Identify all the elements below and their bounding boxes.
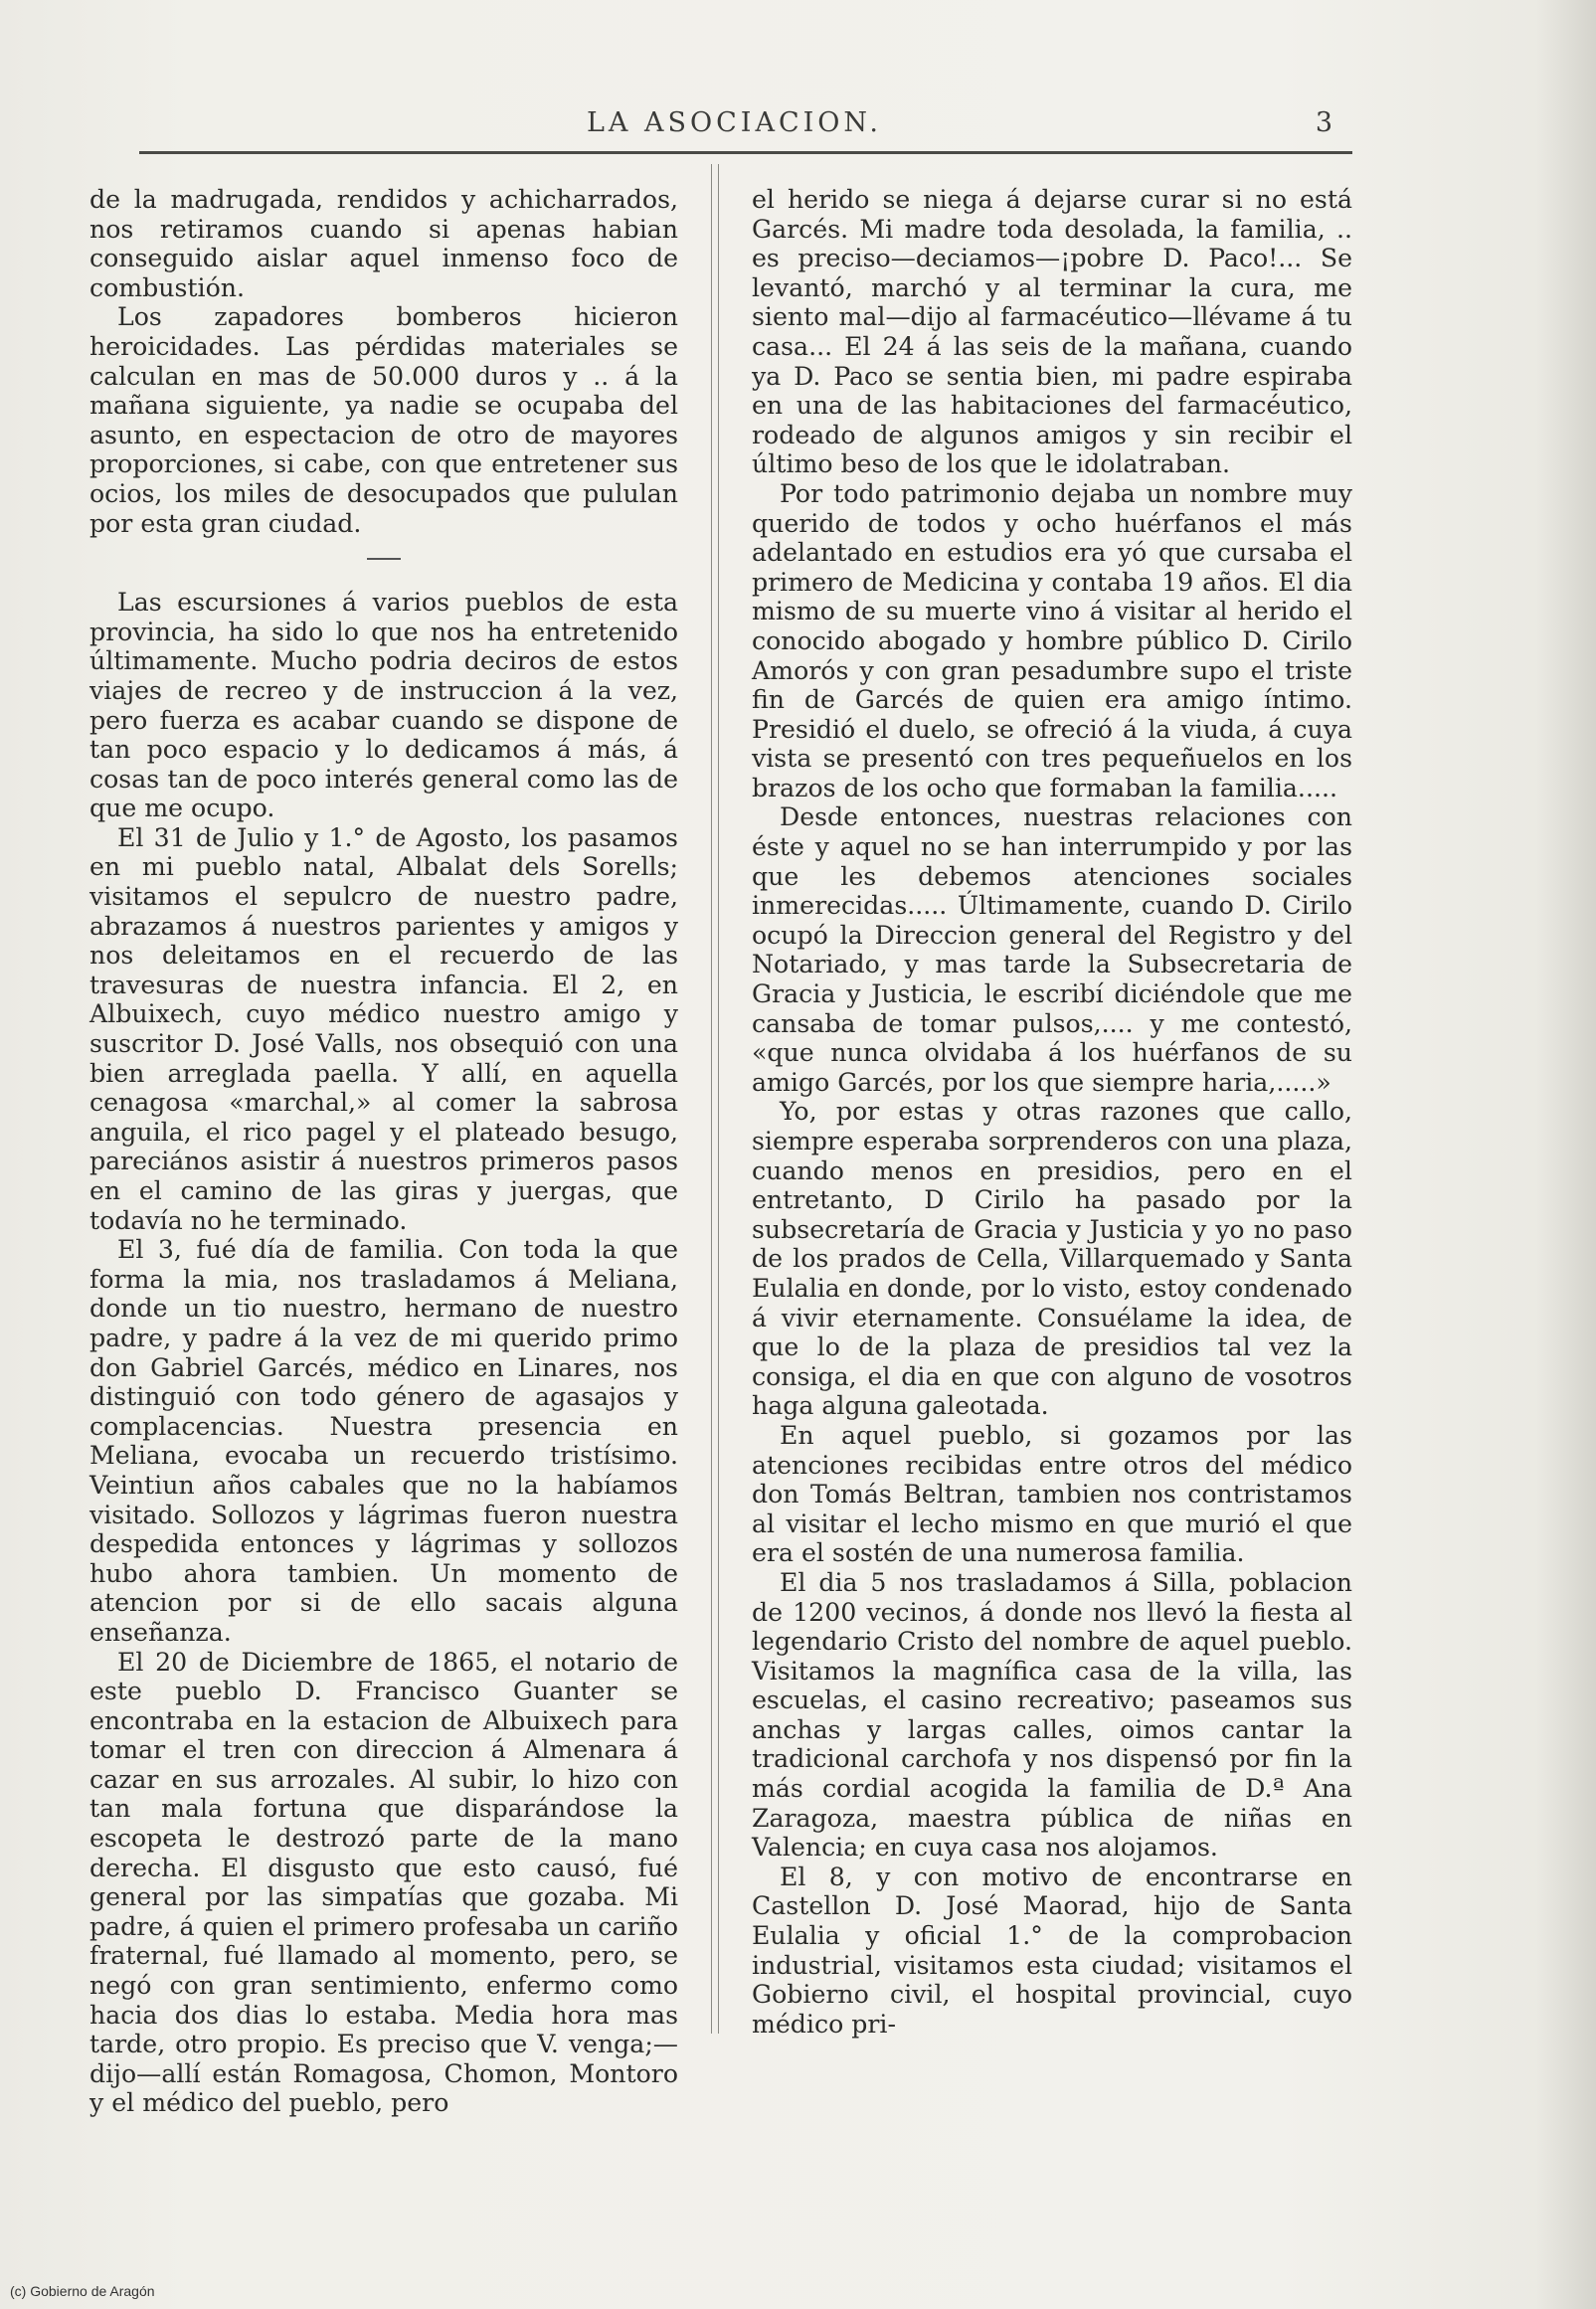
paragraph: Los zapadores bomberos hicieron heroicidades. Las pérdidas materiales se calculan en mas de 50.000 duros y .. á la mañana siguiente, ya nadie se ocupaba del asunto, en espectacion de otro de mayores proporciones, si cabe, con que entretener sus ocios, los miles de desocupados que pululan por esta gran ciudad. — [89, 302, 678, 538]
right-column — [752, 185, 1352, 2039]
paragraph: El 3, fué día de familia. Con toda la que forma la mia, nos trasladamos á Meliana, donde un tio nuestro, hermano de nuestro padre, y padre á la vez de mi querido primo don Gabriel Garcés, médico en Linares, nos distinguió con todo género de agasajos y complacencias. Nuestra presencia en Meliana, evocaba un recuerdo tristísimo. Veintiun años cabales que no la habíamos visitado. Sollozos y lágrimas fueron nuestra despedida entonces y lágrimas y sollozos hubo ahora tambien. Un momento de atencion por si de ello sacais alguna enseñanza. — [89, 1235, 678, 1647]
page-header — [139, 107, 1352, 147]
column-divider — [711, 164, 719, 2034]
paragraph: Por todo patrimonio dejaba un nombre muy querido de todos y ocho huérfanos el más adelantado en estudios era yó que cursaba el primero de Medicina y contaba 19 años. El dia mismo de su muerte vino á visitar al herido el conocido abogado y hombre público D. Cirilo Amorós y con gran pesadumbre supo el triste fin de Garcés de quien era amigo íntimo. Presidió el duelo, se ofreció á la viuda, á cuya vista se presentó con tres pequeñuelos en los brazos de los ocho que formaban la familia..... — [752, 478, 1352, 802]
paragraph: En aquel pueblo, si gozamos por las atenciones recibidas entre otros del médico don Tomás Beltran, tambien nos contristamos al visitar el lecho mismo en que murió el que era el sostén de una numerosa familia. — [752, 1420, 1352, 1568]
paragraph: Desde entonces, nuestras relaciones con éste y aquel no se han interrumpido y por las que les debemos atenciones sociales inmerecidas..... Últimamente, cuando D. Cirilo ocupó la Direccion general del Registro y del Notariado, y mas tarde la Subsecretaria de Gracia y Justicia, le escribí diciéndole que me cansaba de tomar pulsos,.... y me contestó, «que nunca olvidaba á los huérfanos de su amigo Garcés, por los que siempre haria,.....» — [752, 802, 1352, 1097]
paragraph: El dia 5 nos trasladamos á Silla, poblacion de 1200 vecinos, á donde nos llevó la fiesta al legendario Cristo del nombre de aquel pueblo. Visitamos la magnífica casa de la villa, las escuelas, el casino recreativo; paseamos sus anchas y largas calles, oimos cantar la tradicional carchofa y nos dispensó por fin la más cordial acogida la familia de D.ª Ana Zaragoza, maestra pública de niñas en Valencia; en cuya casa nos alojamos. — [752, 1567, 1352, 1863]
journal-title: LA ASOCIACION. — [587, 107, 882, 138]
paragraph: de la madrugada, rendidos y achicharrados, nos retiramos cuando si apenas habian conseguido aislar aquel inmenso foco de combustión. — [89, 185, 678, 302]
paragraph: Las escursiones á varios pueblos de esta provincia, ha sido lo que nos ha entretenido últimamente. Mucho podria deciros de estos viajes de recreo y de instruccion á la vez, pero fuerza es acabar cuando se dispone de tan poco espacio y lo dedicamos á más, á cosas tan de poco interés general como las de que me ocupo. — [89, 588, 678, 823]
header-rule — [139, 151, 1352, 154]
paragraph: El 8, y con motivo de encontrarse en Castellon D. José Maorad, hijo de Santa Eulalia y oficial 1.° de la comprobacion industrial, visitamos esta ciudad; visitamos el Gobierno civil, el hospital provincial, cuyo médico pri- — [752, 1862, 1352, 2039]
paragraph: El 20 de Diciembre de 1865, el notario de este pueblo D. Francisco Guanter se encontraba en la estacion de Albuixech para tomar el tren con direccion á Almenara á cazar en sus arrozales. Al subir, lo hizo con tan mala fortuna que disparándose la escopeta le destrozó parte de la mano derecha. El disgusto que esto causó, fué general por las simpatías que gozaba. Mi padre, á quien el primero profesaba un cariño fraternal, fué llamado al momento, pero, se negó con gran sentimiento, enfermo como hacia dos dias lo estaba. Media hora mas tarde, otro propio. Es preciso que V. venga;—dijo—allí están Romagosa, Chomon, Montoro y el médico del pueblo, pero — [89, 1647, 678, 2118]
page-number: 3 — [1315, 107, 1332, 138]
page-edge-shadow — [1536, 0, 1596, 2309]
paragraph: el herido se niega á dejarse curar si no está Garcés. Mi madre toda desolada, la familia, .. es preciso—deciamos—¡pobre D. Paco!... Se levantó, marchó y al terminar la cura, me siento mal—dijo al farmacéutico—llévame á tu casa... El 24 á las seis de la mañana, cuando ya D. Paco se sentia bien, mi padre espiraba en una de las habitaciones del farmacéutico, rodeado de algunos amigos y sin recibir el último beso de los que le idolatraban. — [752, 185, 1352, 479]
image-credit: (c) Gobierno de Aragón — [10, 2283, 155, 2299]
paragraph: El 31 de Julio y 1.° de Agosto, los pasamos en mi pueblo natal, Albalat dels Sorells; visitamos el sepulcro de nuestro padre, abrazamos á nuestros parientes y amigos y nos deleitamos en el recuerdo de las travesuras de nuestra infancia. El 2, en Albuixech, cuyo médico nuestro amigo y suscritor D. José Valls, nos obsequió con una bien arreglada paella. Y allí, en aquella cenagosa «marchal,» al comer la sabrosa anguila, el rico pagel y el plateado besugo, pareciános asistir á nuestros primeros pasos en el camino de las giras y juergas, que todavía no he terminado. — [89, 822, 678, 1235]
section-separator — [367, 558, 401, 560]
paragraph: Yo, por estas y otras razones que callo, siempre esperaba sorprenderos con una plaza, cuando menos en presidios, pero en el entretanto, D Cirilo ha pasado por la subsecretaría de Gracia y Justicia y yo no paso de los prados de Cella, Villarquemado y Santa Eulalia en donde, por lo visto, estoy condenado á vivir eternamente. Consuélame la idea, de que lo de la plaza de presidios tal vez la consiga, el dia en que con alguno de vosotros haga alguna galeotada. — [752, 1097, 1352, 1421]
left-column — [89, 185, 678, 2118]
